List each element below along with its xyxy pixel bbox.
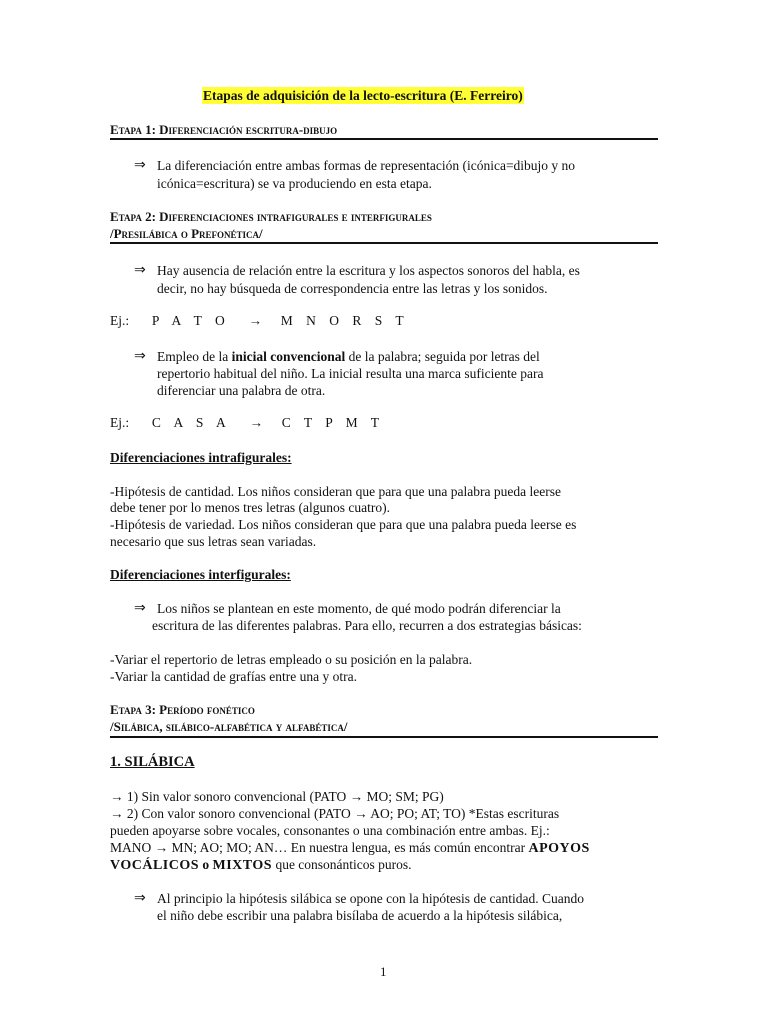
- mixtos-bold: MIXTOS: [212, 858, 273, 873]
- example-2: [110, 415, 384, 431]
- stage-1-rule: [110, 138, 658, 140]
- intrafigural-line-3: -Hipótesis de variedad. Los niños consideran que para que una palabra pueda leerse es: [110, 517, 577, 532]
- silabica-item-2-line-4: [110, 856, 412, 874]
- item-2-tail: AO; PO; AT; TO) *Estas escrituras: [367, 806, 560, 821]
- example-2-from: C A S A: [151, 415, 231, 430]
- silabica-heading: 1. SILÁBICA: [110, 754, 195, 770]
- intrafigural-line-4: necesario que sus letras sean variadas.: [110, 534, 317, 549]
- interfigural-line-1: -Variar el repertorio de letras empleado o su posición en la palabra.: [110, 652, 473, 667]
- stage-2-heading: Etapa 2: Diferenciaciones intrafigurales e interfigurales: [110, 209, 432, 224]
- silabica-bullet-line-2: el niño debe escribir una palabra bisílaba de acuerdo a la hipótesis silábica,: [157, 908, 563, 923]
- stage-1-heading: Etapa 1: Diferenciación escritura-dibujo: [110, 122, 338, 137]
- bullet-2-bold: inicial convencional: [231, 349, 346, 364]
- stage-2-bullet-2-line-1: [157, 348, 540, 365]
- page-number: 1: [380, 964, 387, 979]
- apoyos-bold: APOYOS: [528, 841, 590, 856]
- document-title: Etapas de adquisición de la lecto-escritura (E. Ferreiro): [203, 88, 523, 103]
- double-arrow-icon: ⇒: [134, 158, 146, 173]
- stage-1-bullet-line-2: icónica=escritura) se va produciendo en esta etapa.: [157, 176, 432, 191]
- interfigural-bullet-line-2: escritura de las diferentes palabras. Para ello, recurren a dos estrategias básicas:: [152, 618, 582, 633]
- stage-3-rule: [110, 736, 658, 738]
- stage-2-rule: [110, 242, 658, 244]
- stage-3-heading: Etapa 3: Período fonético: [110, 702, 255, 717]
- example-1-label: Ej.:: [110, 313, 130, 328]
- item-2-text: 2) Con valor sonoro convencional (PATO: [123, 806, 355, 821]
- silabica-item-2: [110, 805, 559, 822]
- stage-2-subheading: /Presilábica o Prefonética/: [110, 226, 263, 241]
- double-arrow-icon: ⇒: [134, 601, 146, 616]
- silabica-item-2-line-2: pueden apoyarse sobre vocales, consonantes o una combinación entre ambas. Ej.:: [110, 823, 550, 838]
- stage-3-subheading: /Silábica, silábico-alfabética y alfabética/: [110, 719, 348, 734]
- right-arrow-icon: →: [249, 415, 264, 430]
- example-2-label: Ej.:: [110, 415, 130, 430]
- silabica-bullet-line-1: Al principio la hipótesis silábica se opone con la hipótesis de cantidad. Cuando: [157, 891, 585, 906]
- right-arrow-icon: →: [110, 789, 124, 804]
- right-arrow-icon: →: [154, 840, 169, 855]
- item-1-text: 1) Sin valor sonoro convencional (PATO: [123, 789, 350, 804]
- stage-2-bullet-2-line-3: diferenciar una palabra de otra.: [157, 383, 326, 398]
- right-arrow-icon: →: [248, 313, 263, 328]
- silabica-item-2-line-3: [110, 839, 590, 857]
- bullet-2-pre: Empleo de la: [157, 349, 232, 364]
- example-1-from: P A T O: [151, 313, 230, 328]
- intrafigural-line-2: debe tener por lo menos tres letras (algunos cuatro).: [110, 500, 391, 515]
- interfigural-heading: Diferenciaciones interfigurales:: [110, 567, 291, 582]
- intrafigural-line-1: -Hipótesis de cantidad. Los niños consideran que para que una palabra pueda leerse: [110, 484, 561, 499]
- right-arrow-icon: →: [354, 806, 368, 821]
- interfigural-line-2: -Variar la cantidad de grafías entre una y otra.: [110, 669, 358, 684]
- vocalicos-bold: VOCÁLICOS: [110, 858, 200, 873]
- stage-1-bullet-line-1: La diferenciación entre ambas formas de representación (icónica=dibujo y no: [157, 158, 576, 173]
- interfigural-bullet-line-1: Los niños se plantean en este momento, de qué modo podrán diferenciar la: [157, 601, 561, 616]
- stage-2-bullet-1-line-2: decir, no hay búsqueda de correspondencia entre las letras y los sonidos.: [157, 281, 548, 296]
- o-bold: o: [199, 857, 213, 872]
- example-1: [110, 313, 409, 329]
- item-2-line-4-post: que consonánticos puros.: [272, 857, 412, 872]
- double-arrow-icon: ⇒: [134, 891, 146, 906]
- silabica-item-1: [110, 788, 444, 805]
- item-2-line-3-pre: MANO: [110, 840, 155, 855]
- right-arrow-icon: →: [110, 806, 124, 821]
- stage-2-bullet-2-line-2: repertorio habitual del niño. La inicial resulta una marca suficiente para: [157, 366, 544, 381]
- example-2-to: C T P M T: [281, 415, 385, 430]
- item-1-tail: MO; SM; PG): [363, 789, 444, 804]
- double-arrow-icon: ⇒: [134, 349, 146, 364]
- bullet-2-post: de la palabra; seguida por letras del: [345, 349, 540, 364]
- right-arrow-icon: →: [349, 789, 364, 804]
- stage-2-bullet-1-line-1: Hay ausencia de relación entre la escritura y los aspectos sonoros del habla, es: [157, 263, 580, 278]
- intrafigural-heading: Diferenciaciones intrafigurales:: [110, 450, 292, 465]
- item-2-line-3-post: MN; AO; MO; AN… En nuestra lengua, es más común encontrar: [168, 840, 529, 855]
- example-1-to: M N O R S T: [280, 313, 409, 328]
- double-arrow-icon: ⇒: [134, 263, 146, 278]
